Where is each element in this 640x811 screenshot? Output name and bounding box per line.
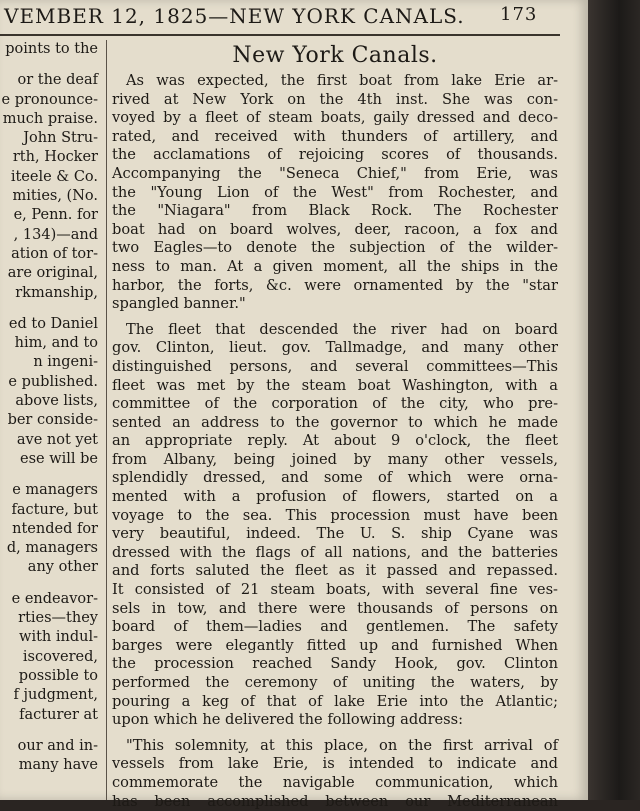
article-paragraph [112, 737, 558, 811]
article-line: performed the ceremony of uniting the waters, by [112, 674, 558, 691]
article-line: rated, and received with thunders of artillery, and [112, 127, 558, 145]
left-column-line: him, and to [14, 335, 98, 352]
left-column-line: mities, (No. [12, 188, 98, 205]
article-line: from Albany, being joined by many other vessels, [112, 450, 558, 468]
article-line: The fleet that descended the river had on board [126, 320, 558, 338]
running-head: VEMBER 12, 1825—NEW YORK CANALS. [4, 4, 465, 28]
article-line: rived at New York on the 4th inst. She was con- [112, 90, 558, 108]
article-line: the "Young Lion of the West" from Rochester, and [112, 183, 558, 201]
left-column-line: above lists, [15, 393, 98, 410]
article-line: distinguished persons, and several committees—This [112, 357, 558, 375]
article [112, 40, 558, 810]
article-line: an appropriate reply. At about 9 o'clock, the fleet [112, 432, 558, 450]
left-column-line: possible to [18, 667, 98, 684]
article-line: very beautiful, indeed. The U. S. ship Cyane was [112, 525, 558, 543]
left-column-line: facture, but [11, 501, 98, 518]
article-line: fleet was met by the steam boat Washington, with a [112, 376, 558, 394]
article-line: and forts saluted the fleet as it passed and repassed. [112, 562, 558, 580]
article-line: upon which he delivered the following address: [112, 711, 464, 729]
left-column-line: e published. [8, 373, 98, 390]
article-line: "This solemnity, at this place, on the first arrival of [126, 736, 558, 754]
page-number: 173 [500, 4, 538, 25]
article-line: sels in tow, and there were thousands of persons on [112, 599, 558, 617]
article-body [112, 72, 558, 811]
header-rule [0, 34, 560, 36]
left-column-line: with indul- [19, 629, 98, 646]
left-column-line: e endeavor- [11, 590, 98, 607]
left-column-line: rties—they [18, 610, 98, 627]
article-line: the "Niagara" from Black Rock. The Rochester [112, 202, 558, 220]
left-column-line: ese will be [19, 450, 98, 467]
column-gap [0, 725, 100, 737]
article-paragraph [112, 321, 558, 730]
article-line: Accompanying the "Seneca Chief," from Erie, was [112, 164, 558, 182]
article-line: boat had on board wolves, deer, racoon, a fox and [112, 220, 558, 238]
paragraph-gap [112, 730, 558, 737]
left-column-line: much praise. [2, 110, 98, 127]
left-column-line: rkmanship, [15, 284, 98, 301]
column-gap [0, 578, 100, 590]
page-edge-shadow [588, 0, 640, 800]
paragraph-gap [112, 314, 558, 321]
left-column-line: d, managers [6, 540, 98, 557]
left-column-line: or the deaf [17, 72, 98, 89]
left-column-line: John Stru- [23, 130, 98, 147]
left-column-line: iteele & Co. [10, 168, 98, 185]
article-line: It consisted of 21 steam boats, with several fine ves- [112, 581, 558, 599]
article-line: gov. Clinton, lieut. gov. Tallmadge, and many other [112, 339, 558, 357]
article-line: mented with a profusion of flowers, started on a [112, 488, 558, 506]
left-column-line: ed to Daniel [8, 315, 98, 332]
left-column-line: many have [18, 757, 98, 774]
article-line: spangled banner." [112, 295, 246, 313]
left-column-line: rth, Hocker [12, 149, 98, 166]
article-line: committee of the corporation of the city, who pre- [112, 395, 558, 413]
column-gap [0, 303, 100, 315]
article-title: New York Canals. [232, 43, 438, 68]
article-line: ness to man. At a given moment, all the ships in the [112, 257, 558, 275]
left-column [0, 40, 100, 800]
left-column-line: ation of tor- [11, 245, 98, 262]
left-column-line: are original, [7, 265, 98, 282]
article-line: harbor, the forts, &c. were ornamented by the "star [112, 276, 558, 294]
article-line: has been accomplished between our Mediterranean [112, 792, 558, 810]
article-line: board of them—ladies and gentlemen. The safety [112, 618, 558, 636]
left-column-line: e, Penn. for [13, 207, 98, 224]
article-line: As was expected, the first boat from lake Erie ar- [126, 72, 558, 89]
left-column-line: e pronounce- [1, 91, 98, 108]
left-column-line: our and in- [17, 737, 98, 754]
article-line: splendidly dressed, and some of which were orna- [112, 469, 558, 487]
left-column-line: ave not yet [16, 431, 98, 448]
article-line: the acclamations of rejoicing scores of thousands. [112, 146, 558, 164]
left-column-line: any other [27, 559, 98, 576]
column-gap [0, 59, 100, 71]
article-line: pouring a keg of that of lake Erie into the Atlantic; [112, 692, 558, 710]
column-rule [106, 40, 107, 800]
article-line: dressed with the flags of all nations, and the batteries [112, 543, 558, 561]
left-column-line: points to the [5, 41, 98, 57]
article-line: voyage to the sea. This procession must have been [112, 506, 558, 524]
left-column-line: f judgment, [13, 687, 98, 704]
article-line: voyed by a fleet of steam boats, gaily dressed and deco- [112, 109, 558, 127]
left-column-line: , 134)—and [13, 226, 98, 243]
article-paragraph [112, 72, 558, 314]
article-line: two Eagles—to denote the subjection of the wilder- [112, 239, 558, 257]
article-line: vessels from lake Erie, is intended to indicate and [112, 755, 558, 773]
article-line: commemorate the navigable communication, which [112, 773, 558, 791]
article-line: barges were elegantly fitted up and furnished When [112, 636, 558, 654]
left-column-line: ntended for [12, 520, 98, 537]
article-line: sented an address to the governor to which he made [112, 413, 558, 431]
page-header [0, 0, 588, 34]
left-column-line: facturer at [19, 706, 98, 723]
left-column-line: n ingeni- [33, 354, 98, 371]
article-line: the procession reached Sandy Hook, gov. Clinton [112, 655, 558, 673]
left-column-line: ber conside- [7, 412, 98, 429]
left-column-line: e managers [12, 482, 98, 499]
column-gap [0, 469, 100, 481]
left-column-line: iscovered, [22, 648, 98, 665]
